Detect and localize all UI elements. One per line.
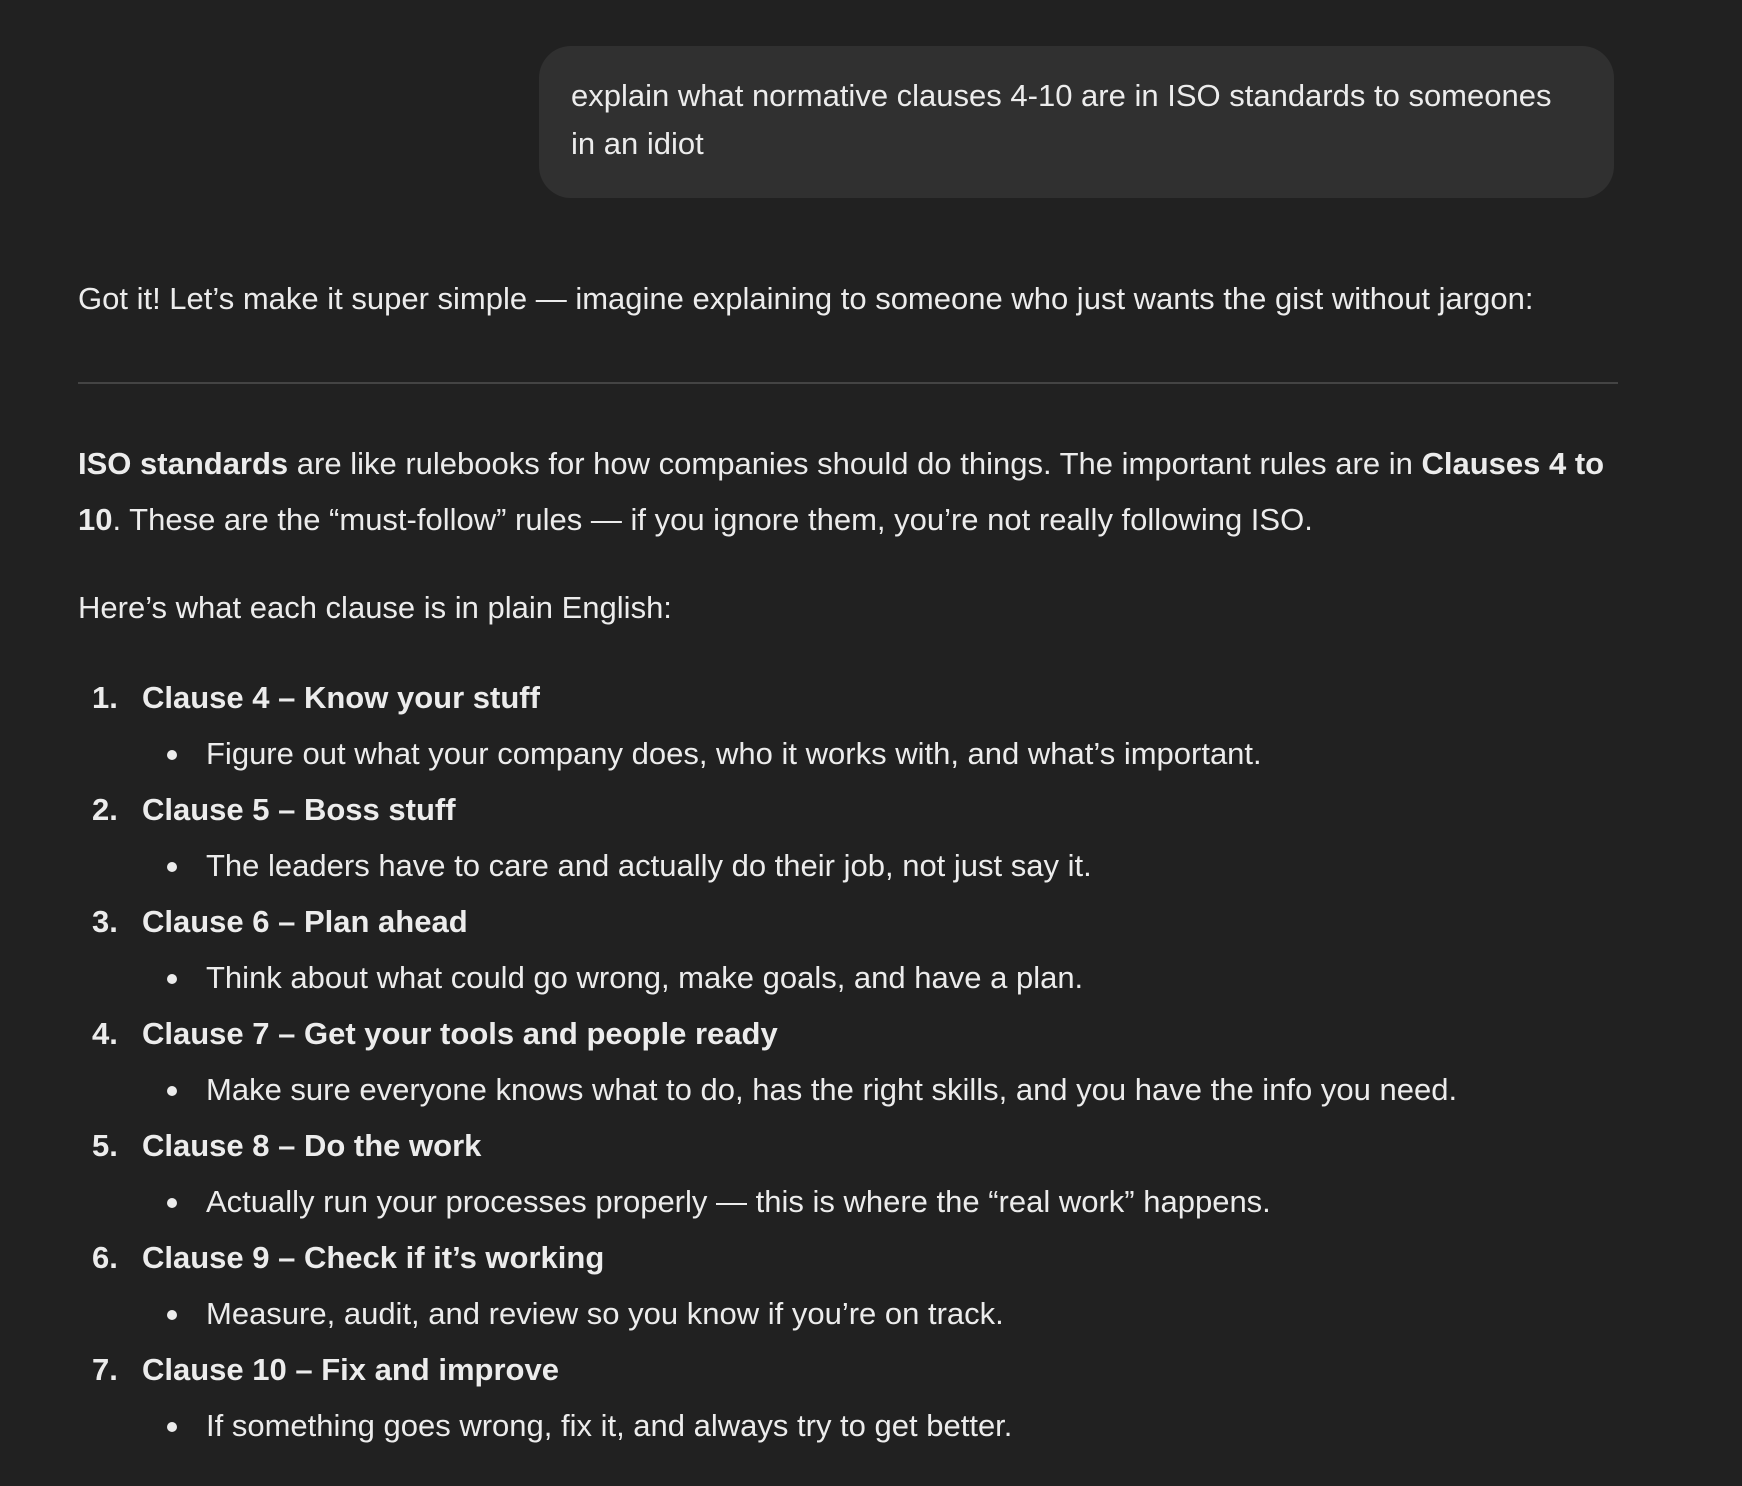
clause-title: Clause 8 – Do the work — [142, 1128, 482, 1163]
clause-bullet-text: Measure, audit, and review so you know if you’re on track. — [206, 1296, 1004, 1331]
user-message-bubble — [539, 46, 1614, 198]
clause-number: 1. — [92, 680, 118, 715]
clause-bullet — [142, 1398, 1618, 1454]
clause-title: Clause 7 – Get your tools and people ready — [142, 1016, 778, 1051]
clause-title: Clause 5 – Boss stuff — [142, 792, 456, 827]
clause-number: 3. — [92, 904, 118, 939]
para-text-1: are like rulebooks for how companies should do things. The important rules are in — [288, 446, 1422, 481]
bullet-dot-icon — [167, 862, 177, 872]
clause-bullet-text: Figure out what your company does, who it works with, and what’s important. — [206, 736, 1262, 771]
clause-item — [78, 894, 1618, 1006]
para-text-2: . These are the “must-follow” rules — if you ignore them, you’re not really following ISO. — [112, 502, 1313, 537]
clause-item — [78, 1118, 1618, 1230]
bold-iso-standards: ISO standards — [78, 446, 289, 481]
clause-bullet — [142, 950, 1618, 1006]
clause-bullet — [142, 1286, 1618, 1342]
clause-number: 7. — [92, 1352, 118, 1387]
user-message-text: explain what normative clauses 4-10 are in ISO standards to someones in an idiot — [571, 78, 1552, 161]
clause-bullet-text: Actually run your processes properly — this is where the “real work” happens. — [206, 1184, 1271, 1219]
bullet-dot-icon — [167, 1310, 177, 1320]
clause-number: 4. — [92, 1016, 118, 1051]
clause-item — [78, 782, 1618, 894]
clause-item — [78, 670, 1618, 782]
clause-number: 6. — [92, 1240, 118, 1275]
clause-bullet-text: The leaders have to care and actually do their job, not just say it. — [206, 848, 1092, 883]
clause-bullet — [142, 726, 1618, 782]
divider — [78, 382, 1618, 384]
assistant-paragraph-plain-english: Here’s what each clause is in plain English: — [78, 590, 672, 625]
clause-bullet-text: Think about what could go wrong, make goals, and have a plan. — [206, 960, 1084, 995]
clause-title: Clause 4 – Know your stuff — [142, 680, 540, 715]
bold-clauses: Clauses 4 to 10 — [78, 446, 1605, 537]
clause-number: 5. — [92, 1128, 118, 1163]
clause-bullet — [142, 1174, 1618, 1230]
assistant-intro: Got it! Let’s make it super simple — imagine explaining to someone who just wants the gist without jargon: — [78, 281, 1534, 316]
clause-title: Clause 6 – Plan ahead — [142, 904, 468, 939]
clause-list — [78, 670, 1618, 1454]
bullet-dot-icon — [167, 1086, 177, 1096]
clause-item — [78, 1230, 1618, 1342]
bullet-dot-icon — [167, 1198, 177, 1208]
bullet-dot-icon — [167, 750, 177, 760]
bullet-dot-icon — [167, 974, 177, 984]
bullet-dot-icon — [167, 1422, 177, 1432]
clause-title: Clause 9 – Check if it’s working — [142, 1240, 605, 1275]
clause-item — [78, 1342, 1618, 1454]
clause-bullet-text: Make sure everyone knows what to do, has the right skills, and you have the info you need. — [206, 1072, 1458, 1107]
clause-bullet — [142, 838, 1618, 894]
clause-item — [78, 1006, 1618, 1118]
clause-bullet — [142, 1062, 1618, 1118]
clause-number: 2. — [92, 792, 118, 827]
clause-bullet-text: If something goes wrong, fix it, and always try to get better. — [206, 1408, 1013, 1443]
assistant-message — [78, 275, 1618, 1454]
clause-title: Clause 10 – Fix and improve — [142, 1352, 559, 1387]
assistant-paragraph-iso — [78, 436, 1618, 548]
